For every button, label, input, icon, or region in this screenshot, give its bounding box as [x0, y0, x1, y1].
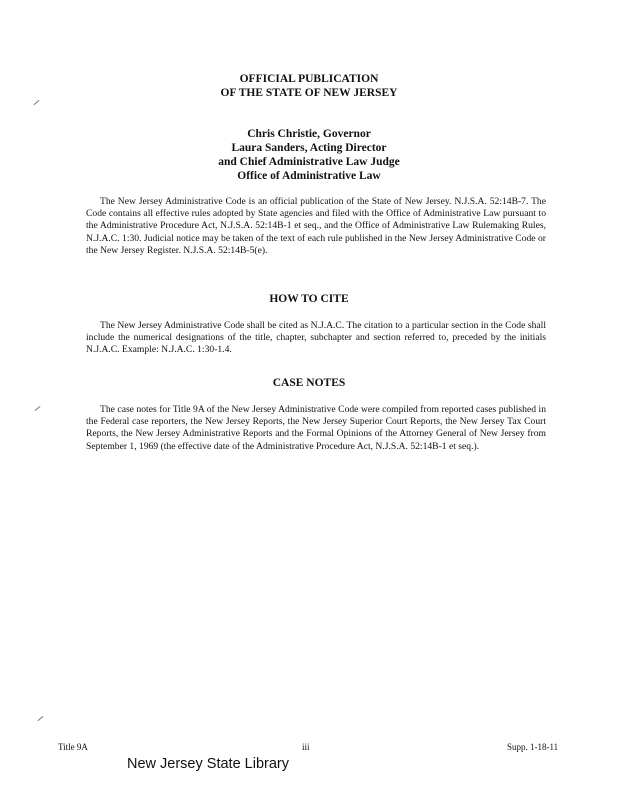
publication-line-2: OF THE STATE OF NEW JERSEY: [220, 87, 398, 99]
scan-mark: [34, 406, 40, 411]
publication-header: [0, 72, 618, 100]
footer-page-number: iii: [302, 742, 310, 752]
how-to-cite-paragraph: The New Jersey Administrative Code shall be cited as N.J.A.C. The citation to a particular section in the Code shall include the numerical designations of the title, chapter, subchapter and section referred to, preceded by the initials N.J.A.C. Example: N.J.A.C. 1:30-1.4.: [86, 320, 546, 356]
judge-line: and Chief Administrative Law Judge: [218, 156, 400, 168]
officials-block: [0, 127, 618, 183]
case-notes-heading: CASE NOTES: [272, 377, 346, 389]
how-to-cite-heading: HOW TO CITE: [269, 293, 349, 305]
publication-line-1: OFFICIAL PUBLICATION: [239, 73, 379, 85]
intro-paragraph: The New Jersey Administrative Code is an official publication of the State of New Jersey. N.J.S.A. 52:14B-7. The Code contains all effective rules adopted by State agencies and filed with the Office of Administrative Law pursuant to the Administrative Procedure Act, N.J.S.A. 52:14B-1 et seq., and the Office of Administrative Law Rulemaking Rules, N.J.A.C. 1:30. Judicial notice may be taken of the text of each rule published in the New Jersey Administrative Code or the New Jersey Register. N.J.S.A. 52:14B-5(e).: [86, 196, 546, 256]
scan-mark: [33, 100, 39, 105]
office-line: Office of Administrative Law: [237, 170, 381, 182]
library-stamp: New Jersey State Library: [127, 756, 289, 772]
governor-line: Chris Christie, Governor: [247, 128, 371, 140]
footer-supplement: Supp. 1-18-11: [507, 742, 559, 752]
footer-title: Title 9A: [58, 742, 88, 752]
director-line: Laura Sanders, Acting Director: [231, 142, 387, 154]
scan-mark: [37, 716, 43, 721]
case-notes-paragraph: The case notes for Title 9A of the New Jersey Administrative Code were compiled from reported cases published in the Federal case reporters, the New Jersey Reports, the New Jersey Superior Court Reports, the New Jersey Tax Court Reports, the New Jersey Administrative Reports and the Formal Opinions of the Attorney General of New Jersey from September 1, 1969 (the effective date of the Administrative Procedure Act, N.J.S.A. 52:14B-1 et seq.).: [86, 404, 546, 452]
